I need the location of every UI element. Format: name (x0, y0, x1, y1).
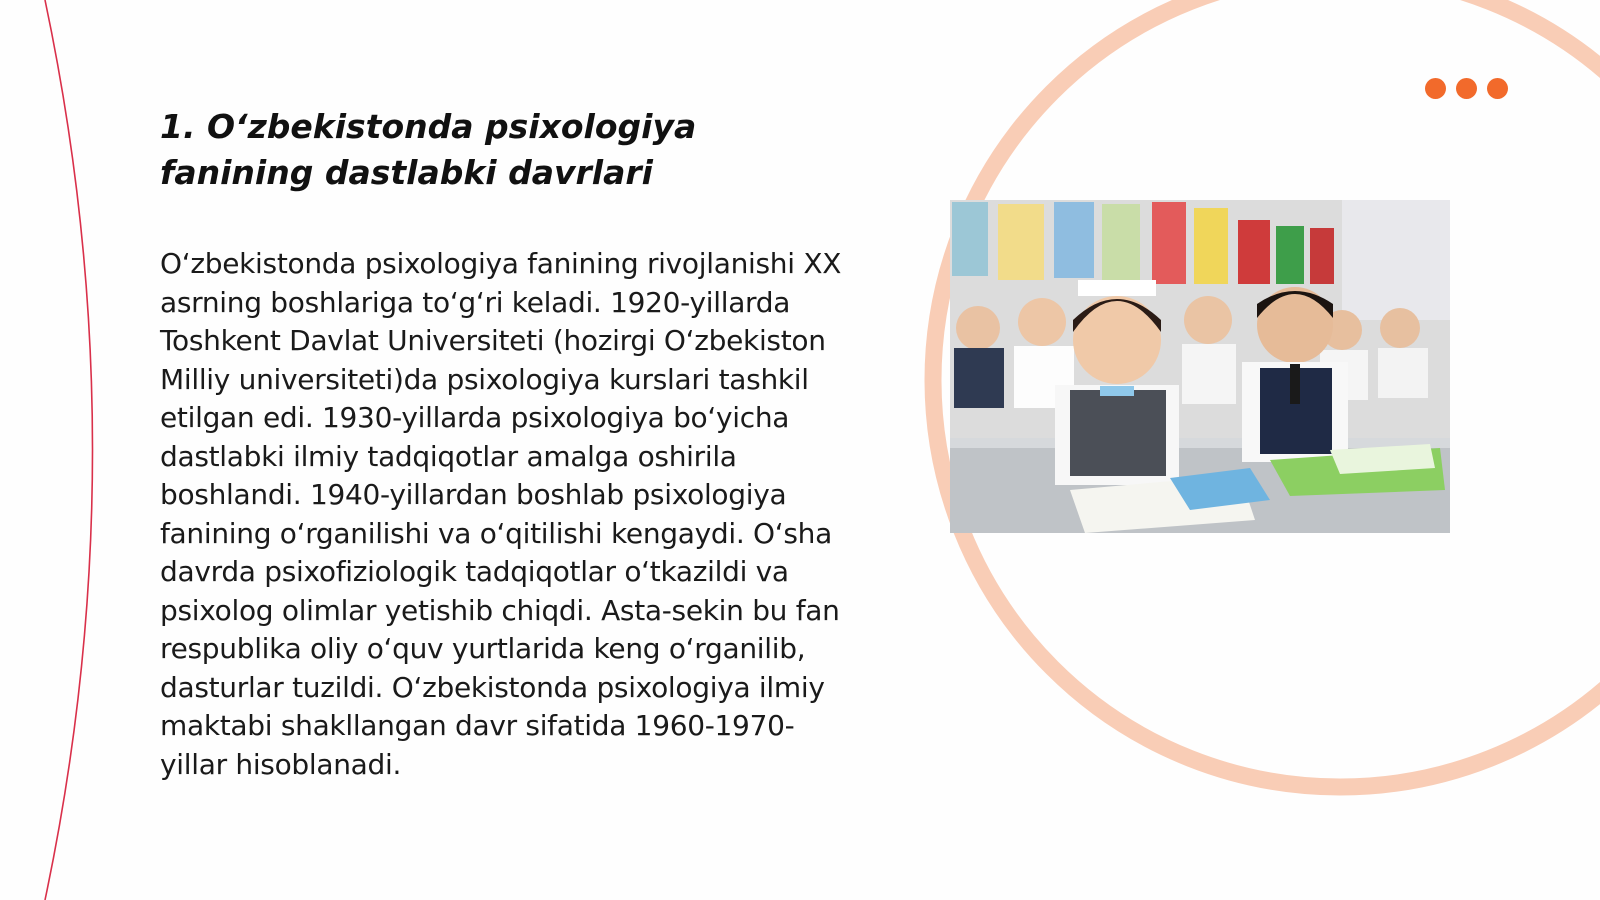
orange-dot (1487, 78, 1508, 99)
orange-dot (1456, 78, 1477, 99)
slide-body-text: O‘zbekistonda psixologiya fanining rivojlanishi XX asrning boshlariga to‘g‘ri keladi. 1920-yillarda Toshkent Davlat Universiteti (hozirgi O‘zbekiston Milliy universiteti)da psixologiya kurslari tashkil etilgan edi. 1930-yillarda psixologiya bo‘yicha dastlabki ilmiy tadqiqotlar amalga oshirila boshlandi. 1940-yillardan boshlab psixologiya fanining o‘rganilishi va o‘qitilishi kengaydi. O‘sha davrda psixofiziologik tadqiqotlar o‘tkazildi va psixolog olimlar yetishib chiqdi. Asta-sekin bu fan respublika oliy o‘quv yurtlarida keng o‘rganilib, dasturlar tuzildi. O‘zbekistonda psixologiya ilmiy maktabi shakllangan davr sifatida 1960-1970-yillar hisoblanadi. (160, 247, 842, 781)
left-red-curve (45, 0, 93, 900)
classroom-illustration (950, 200, 1450, 533)
classroom-photo (950, 200, 1450, 533)
orange-dot (1425, 78, 1446, 99)
three-dots-ornament (1425, 78, 1508, 99)
slide-title: 1. O‘zbekistonda psixologiya fanining dastlabki davrlari (160, 107, 697, 192)
